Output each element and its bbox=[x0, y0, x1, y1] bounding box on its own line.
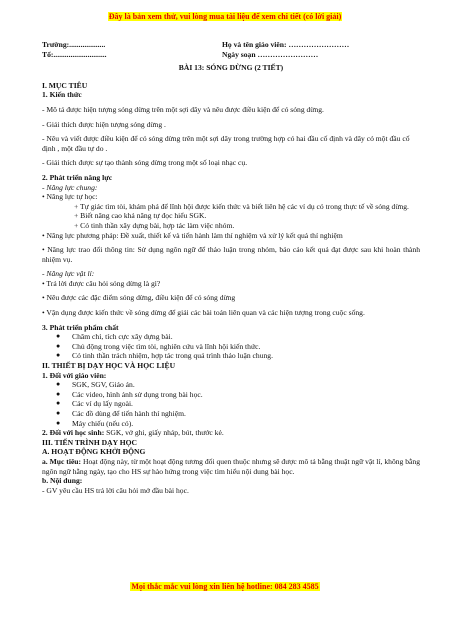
paragraph: - GV yêu cầu HS trả lời câu hỏi mở đầu bài học. bbox=[42, 485, 189, 495]
bullet-item: ● Có tinh thần trách nhiệm, hợp tác trong quá trình thảo luận chung. bbox=[56, 351, 273, 361]
paragraph: • Nêu được các đặc điểm sóng dừng, điều kiện để có sóng dừng bbox=[42, 293, 236, 303]
paragraph: + Biết nâng cao khả năng tự đọc hiểu SGK. bbox=[74, 211, 207, 221]
paragraph: • Trả lời được câu hỏi sóng dừng là gì? bbox=[42, 278, 161, 288]
section-heading: III. TIẾN TRÌNH DẠY HỌC bbox=[42, 437, 138, 447]
paragraph: - Năng lực vật lí: bbox=[42, 269, 95, 279]
teacher-field: Họ và tên giáo viên: …………………… bbox=[222, 40, 350, 49]
header-row-2 bbox=[42, 50, 420, 60]
bullet-item: ● SGK, SGV, Giáo án. bbox=[56, 380, 135, 390]
bullet-item: ● Các đồ dùng để tiến hành thí nghiệm. bbox=[56, 409, 186, 418]
bullet-icon: ● bbox=[56, 399, 61, 408]
bullet-item: ● Chủ động trong việc tìm tòi, nghiên cứu và lĩnh hội kiến thức. bbox=[56, 341, 261, 351]
subsection-heading: 2. Phát triển năng lực bbox=[42, 172, 113, 182]
paragraph: - Nêu và viết được điều kiện để có sóng dừng trên một sợi dây trong trường hợp có hai đầu cố định và dây có một đầu cố định , một đầu tự do . bbox=[42, 134, 410, 153]
lesson-title: BÀI 13: SÓNG DỪNG (2 TIẾT) bbox=[178, 63, 284, 73]
lesson-plan bbox=[42, 40, 420, 495]
paragraph: + Tự giác tìm tòi, khám phá để lĩnh hội được kiến thức và biết liên hệ các ví dụ có trong thực tế về sóng dừng. bbox=[74, 201, 409, 211]
bullet-item: ● Chăm chỉ, tích cực xây dựng bài. bbox=[56, 332, 173, 342]
paragraph: • Vận dụng được kiến thức về sóng dừng để giải các bài toán liên quan và các hiện tượng trong cuộc sống. bbox=[42, 308, 365, 318]
bottom-banner bbox=[0, 582, 450, 591]
paragraph: • Năng lực trao đổi thông tin: Sử dụng ngôn ngữ để thảo luận trong nhóm, báo cáo kết quả đạt được sau khi hoàn thành nhiệm vụ. bbox=[42, 245, 420, 264]
section-heading: I. MỤC TIÊU bbox=[42, 80, 88, 90]
paragraph: - Giải thích được sự tạo thành sóng dừng trong một số loại nhạc cụ. bbox=[42, 158, 248, 168]
school-field: Trường:................... bbox=[42, 40, 106, 49]
subsection-heading: 3. Phát triển phẩm chất bbox=[42, 322, 119, 332]
subsection-heading: A. HOẠT ĐỘNG KHỞI ĐỘNG bbox=[42, 447, 146, 457]
paragraph: - Mô tả được hiện tượng sóng dừng trên một sợi dây và nêu được điều kiện để có sóng dừng. bbox=[42, 104, 324, 114]
top-banner-text: Đây là bản xem thử, vui lòng mua tài liệu để xem chi tiết (có lời giải) bbox=[108, 12, 342, 21]
subsection-heading: b. Nội dung: bbox=[42, 476, 83, 486]
paragraph: - Giải thích được hiện tượng sóng dừng . bbox=[42, 119, 166, 129]
bullet-icon: ● bbox=[56, 341, 61, 350]
group-field: Tổ:............................ bbox=[42, 49, 107, 59]
paragraph: • Năng lực tự học: bbox=[42, 192, 98, 202]
subsection-heading: 1. Kiến thức bbox=[42, 90, 82, 100]
subsection-heading: 1. Đối với giáo viên: bbox=[42, 370, 107, 380]
paragraph: + Có tinh thần xây dựng bài, hợp tác làm việc nhóm. bbox=[74, 220, 235, 230]
bullet-icon: ● bbox=[56, 332, 61, 341]
bottom-banner-text: Mọi thắc mắc vui lòng xin liên hệ hotline: 084 283 4585 bbox=[131, 582, 319, 591]
paragraph: 2. Đối với học sinh: SGK, vở ghi, giấy nháp, bút, thước kẻ. bbox=[42, 428, 224, 438]
date-field: Ngày soạn …………………… bbox=[222, 49, 319, 59]
paragraph: a. Mục tiêu: Hoạt động này, từ một hoạt động tương đối quen thuộc nhưng sẽ được mô tả bằng thuật ngữ vật lí, không bằng ngôn ngữ hằng ngày, tạo cho HS sự hào hứng trong việc tìm hiểu nội dung bài học. bbox=[42, 456, 421, 476]
bullet-icon: ● bbox=[56, 409, 61, 417]
header-row-1 bbox=[42, 40, 420, 50]
bullet-item: ● Máy chiếu (nếu có). bbox=[56, 418, 134, 428]
paragraph: • Năng lực phương pháp: Đề xuất, thiết kế và tiến hành làm thí nghiệm và xử lý kết quả thí nghiệm bbox=[42, 230, 343, 240]
bullet-item: ● Các ví dụ lấy ngoài. bbox=[56, 399, 133, 409]
paragraph: - Năng lực chung: bbox=[42, 182, 98, 192]
top-banner bbox=[0, 12, 450, 21]
bullet-item: ● Các video, hình ảnh sử dụng trong bài học. bbox=[56, 389, 203, 399]
bullet-icon: ● bbox=[56, 418, 61, 427]
bullet-icon: ● bbox=[56, 380, 61, 389]
section-heading: II. THIẾT BỊ DẠY HỌC VÀ HỌC LIỆU bbox=[42, 361, 176, 371]
bullet-icon: ● bbox=[56, 389, 61, 398]
bullet-icon: ● bbox=[56, 351, 61, 360]
